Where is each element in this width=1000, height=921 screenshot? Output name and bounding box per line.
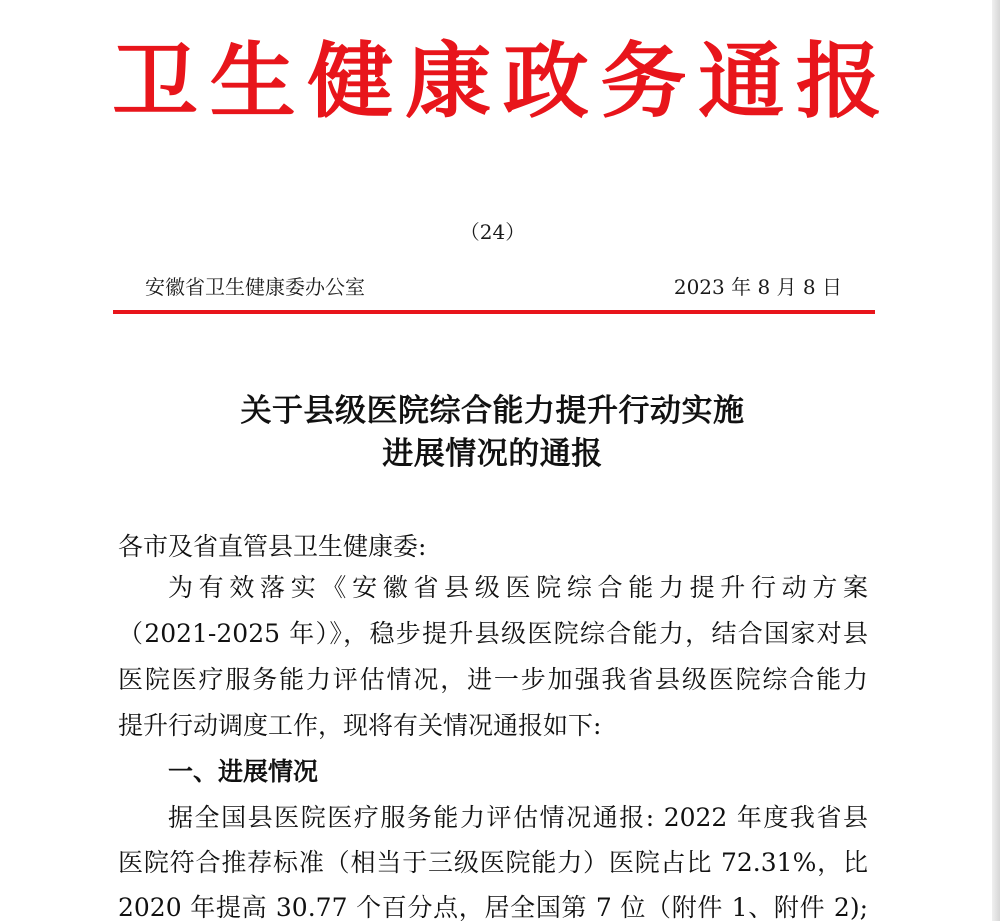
masthead-char: 生: [209, 33, 296, 130]
masthead-char: 政: [502, 33, 589, 130]
paragraph-2-line-3: 2020 年提高 30.77 个百分点，居全国第 7 位（附件 1、附件 2);: [118, 893, 868, 921]
paragraph-2-line-1: 据全国县医院医疗服务能力评估情况通报: 2022 年度我省县: [168, 803, 868, 832]
masthead-char: 通: [698, 33, 785, 130]
masthead-char: 健: [307, 33, 394, 130]
issue-date: 2023 年 8 月 8 日: [673, 275, 842, 299]
red-divider-line: [113, 310, 875, 314]
salutation: 各市及省直管县卫生健康委:: [118, 532, 427, 561]
paragraph-1-line-1: 为有效落实《安徽省县级医院综合能力提升行动方案: [168, 573, 868, 602]
paragraph-1-line-2: （2021-2025 年）》，稳步提升县级医院综合能力，结合国家对县: [118, 619, 868, 648]
masthead-char: 务: [600, 33, 687, 130]
masthead-char: 康: [405, 33, 492, 130]
document-title-line-2: 进展情况的通报: [382, 436, 603, 472]
issuing-office: 安徽省卫生健康委办公室: [145, 275, 365, 299]
masthead-title: [112, 22, 882, 142]
issue-number: （24）: [459, 220, 526, 244]
masthead-char: 卫: [112, 33, 198, 130]
document-title-line-1: 关于县级医院综合能力提升行动实施: [240, 393, 745, 429]
paragraph-2-line-2: 医院符合推荐标准（相当于三级医院能力）医院占比 72.31%，比: [118, 848, 868, 877]
section-heading-progress: 一、进展情况: [168, 757, 319, 786]
paragraph-1-line-4: 提升行动调度工作，现将有关情况通报如下:: [118, 711, 602, 740]
masthead-char: 报: [795, 33, 882, 130]
page-edge-shadow: [992, 0, 1000, 921]
paragraph-1-line-3: 医院医疗服务能力评估情况，进一步加强我省县级医院综合能力: [118, 665, 868, 694]
